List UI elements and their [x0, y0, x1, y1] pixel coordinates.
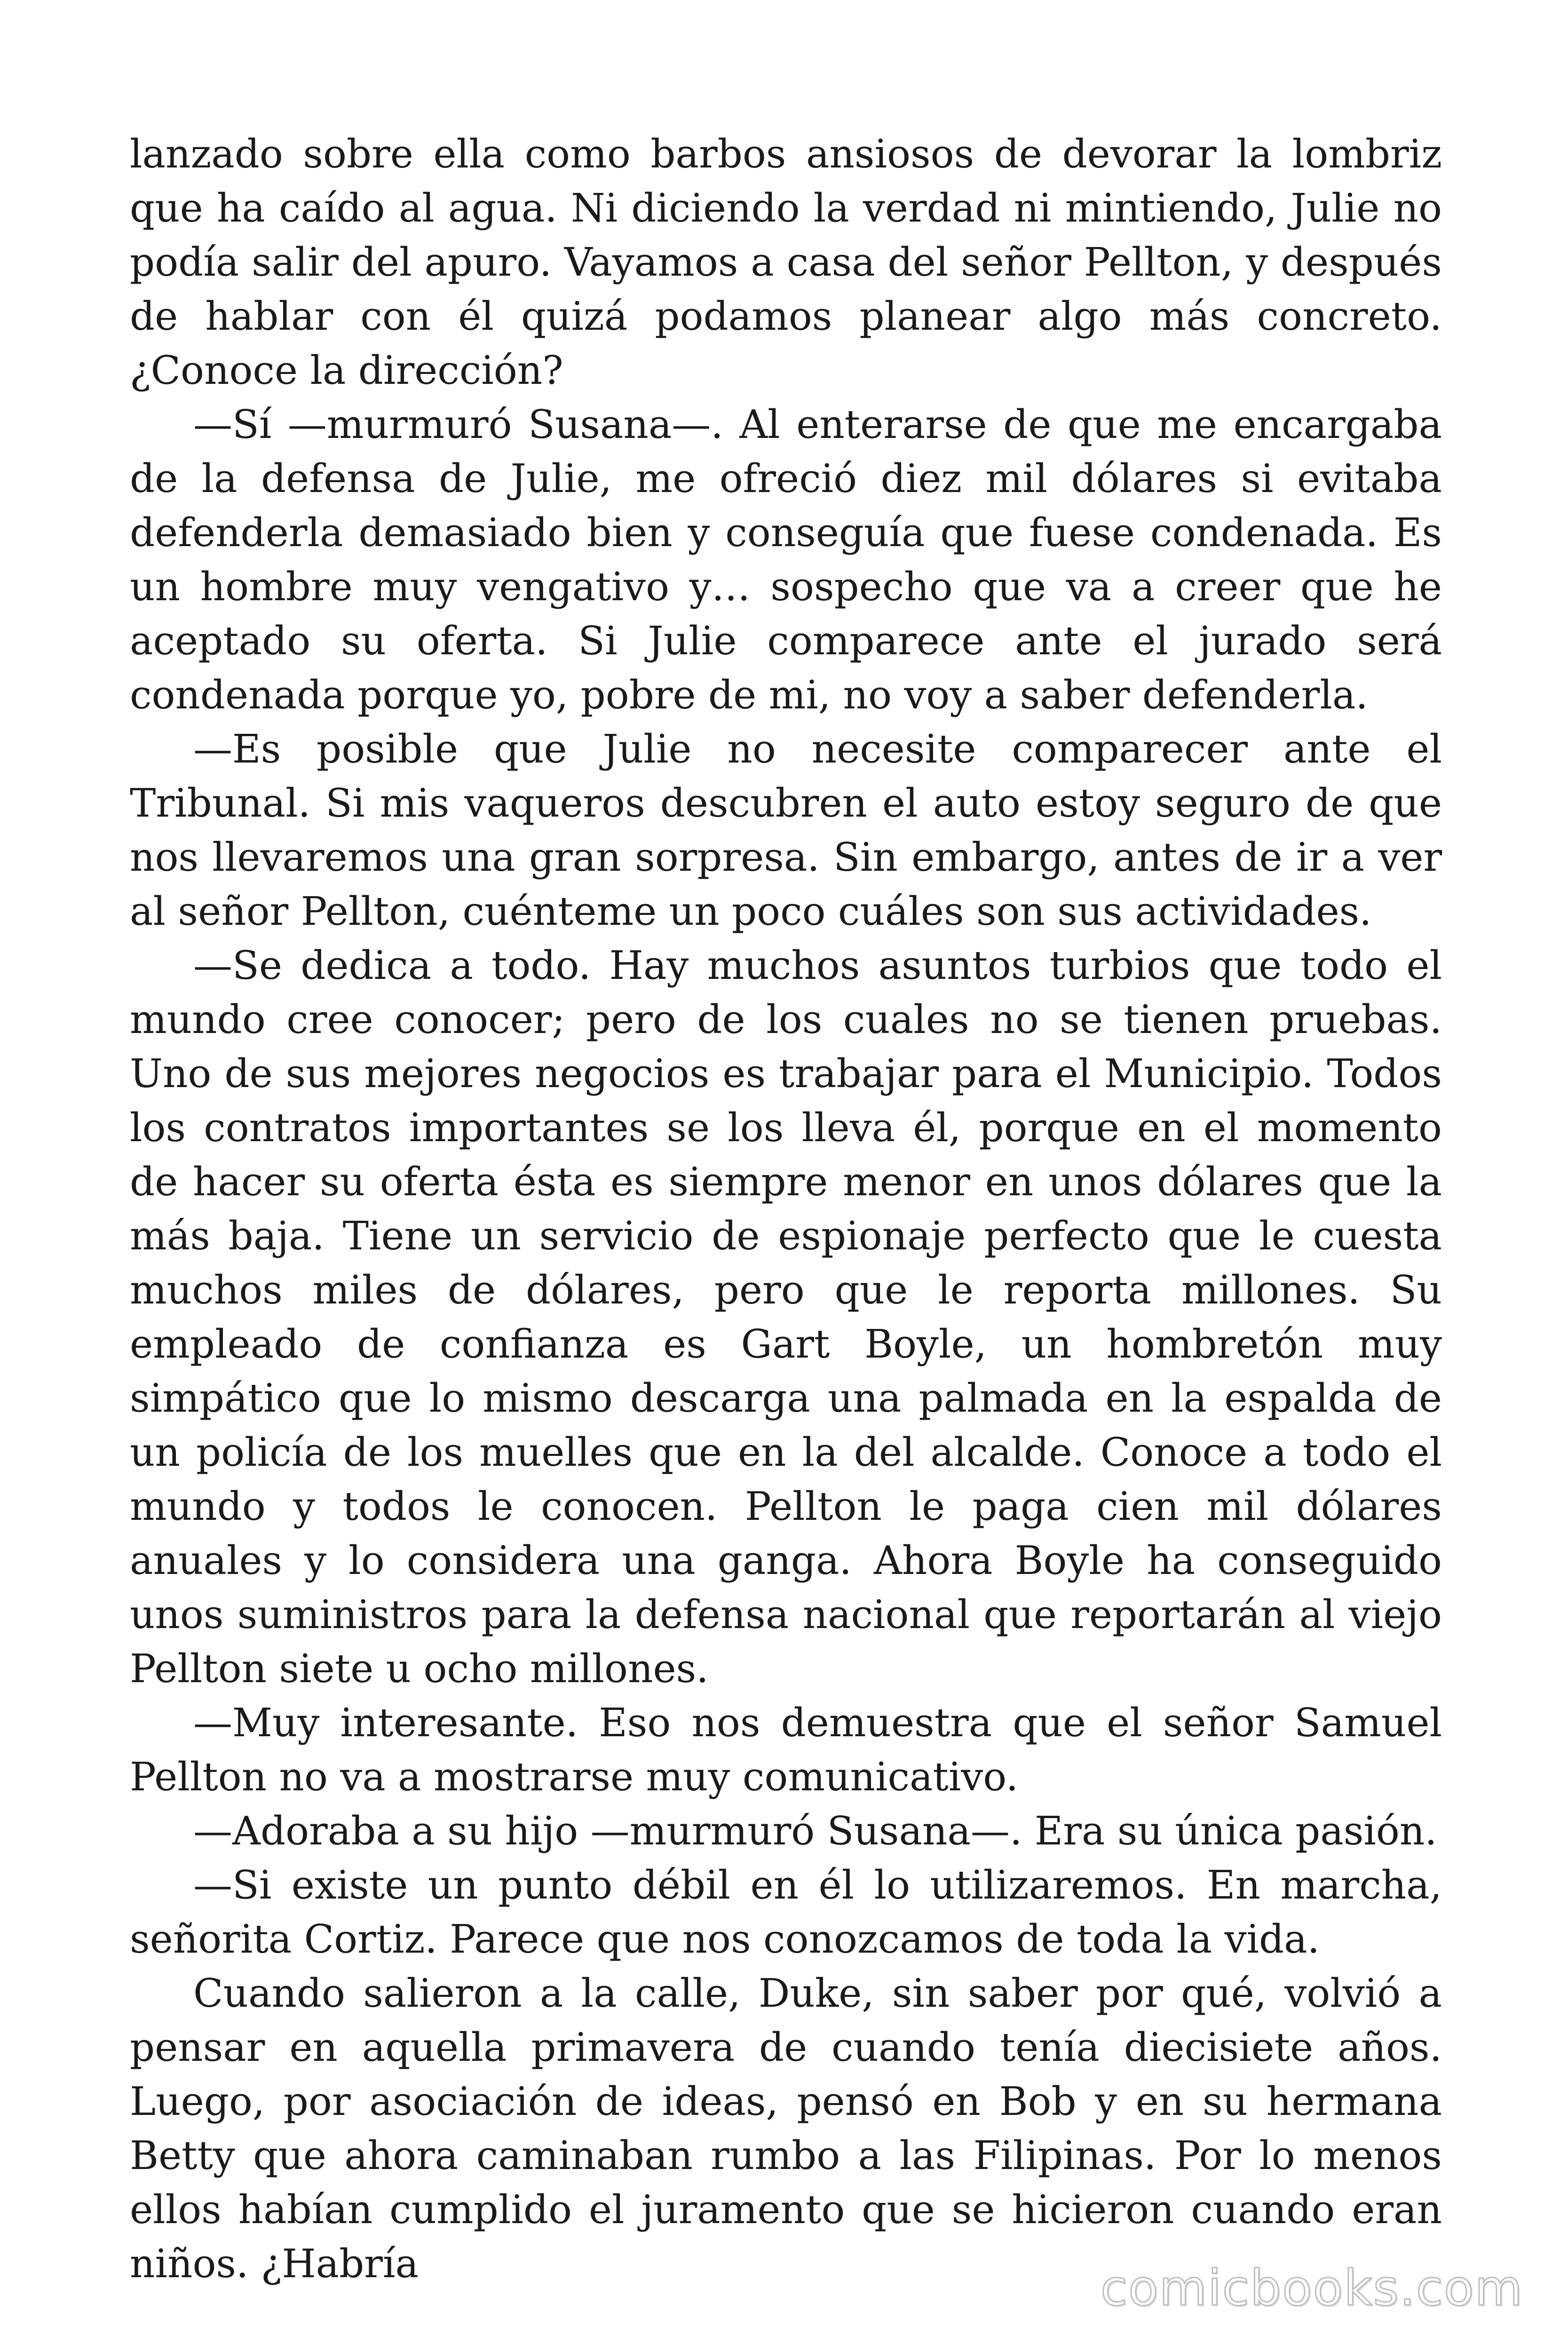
paragraph-7: —Si existe un punto débil en él lo utilizaremos. En marcha, señorita Cortiz. Parece que nos conozcamos de toda la vida.: [130, 1862, 1442, 1962]
page-text: [130, 127, 1442, 2291]
paragraph-6: —Adoraba a su hijo —murmuró Susana—. Era su única pasión.: [193, 1808, 1437, 1854]
paragraph-1: lanzado sobre ella como barbos ansiosos de devorar la lombriz que ha caído al agua. Ni diciendo la verdad ni mintiendo, Julie no podía salir del apuro. Vayamos a casa del señor Pellton, y después de hablar con él quizá podamos planear algo más concreto. ¿Conoce la dirección?: [130, 131, 1442, 393]
paragraph-5: —Muy interesante. Eso nos demuestra que el señor Samuel Pellton no va a mostrarse muy comunicativo.: [130, 1700, 1442, 1800]
watermark: comicbooks.com: [1100, 2259, 1523, 2317]
paragraph-2: —Sí —murmuró Susana—. Al enterarse de que me encargaba de la defensa de Julie, me ofreció diez mil dólares si evitaba defenderla demasiado bien y conseguía que fuese condenada. Es un hombre muy vengativo y… sospecho que va a creer que he aceptado su oferta. Si Julie comparece ante el jurado será condenada porque yo, pobre de mi, no voy a saber defenderla.: [130, 402, 1442, 718]
paragraph-4: —Se dedica a todo. Hay muchos asuntos turbios que todo el mundo cree conocer; pero de los cuales no se tienen pruebas. Uno de sus mejores negocios es trabajar para el Municipio. Todos los contratos importantes se los lleva él, porque en el momento de hacer su oferta ésta es siempre menor en unos dólares que la más baja. Tiene un servicio de espionaje perfecto que le cuesta muchos miles de dólares, pero que le reporta millones. Su empleado de confianza es Gart Boyle, un hombretón muy simpático que lo mismo descarga una palmada en la espalda de un policía de los muelles que en la del alcalde. Conoce a todo el mundo y todos le conocen. Pellton le paga cien mil dólares anuales y lo considera una ganga. Ahora Boyle ha conseguido unos suministros para la defensa nacional que reportarán al viejo Pellton siete u ocho millones.: [130, 943, 1442, 1692]
paragraph-8: Cuando salieron a la calle, Duke, sin saber por qué, volvió a pensar en aquella primavera de cuando tenía diecisiete años. Luego, por asociación de ideas, pensó en Bob y en su hermana Betty que ahora caminaban rumbo a las Filipinas. Por lo menos ellos habían cumplido el juramento que se hicieron cuando eran niños. ¿Habría: [130, 1971, 1442, 2287]
paragraph-3: —Es posible que Julie no necesite comparecer ante el Tribunal. Si mis vaqueros descubren el auto estoy seguro de que nos llevaremos una gran sorpresa. Sin embargo, antes de ir a ver al señor Pellton, cuénteme un poco cuáles son sus actividades.: [130, 726, 1442, 934]
